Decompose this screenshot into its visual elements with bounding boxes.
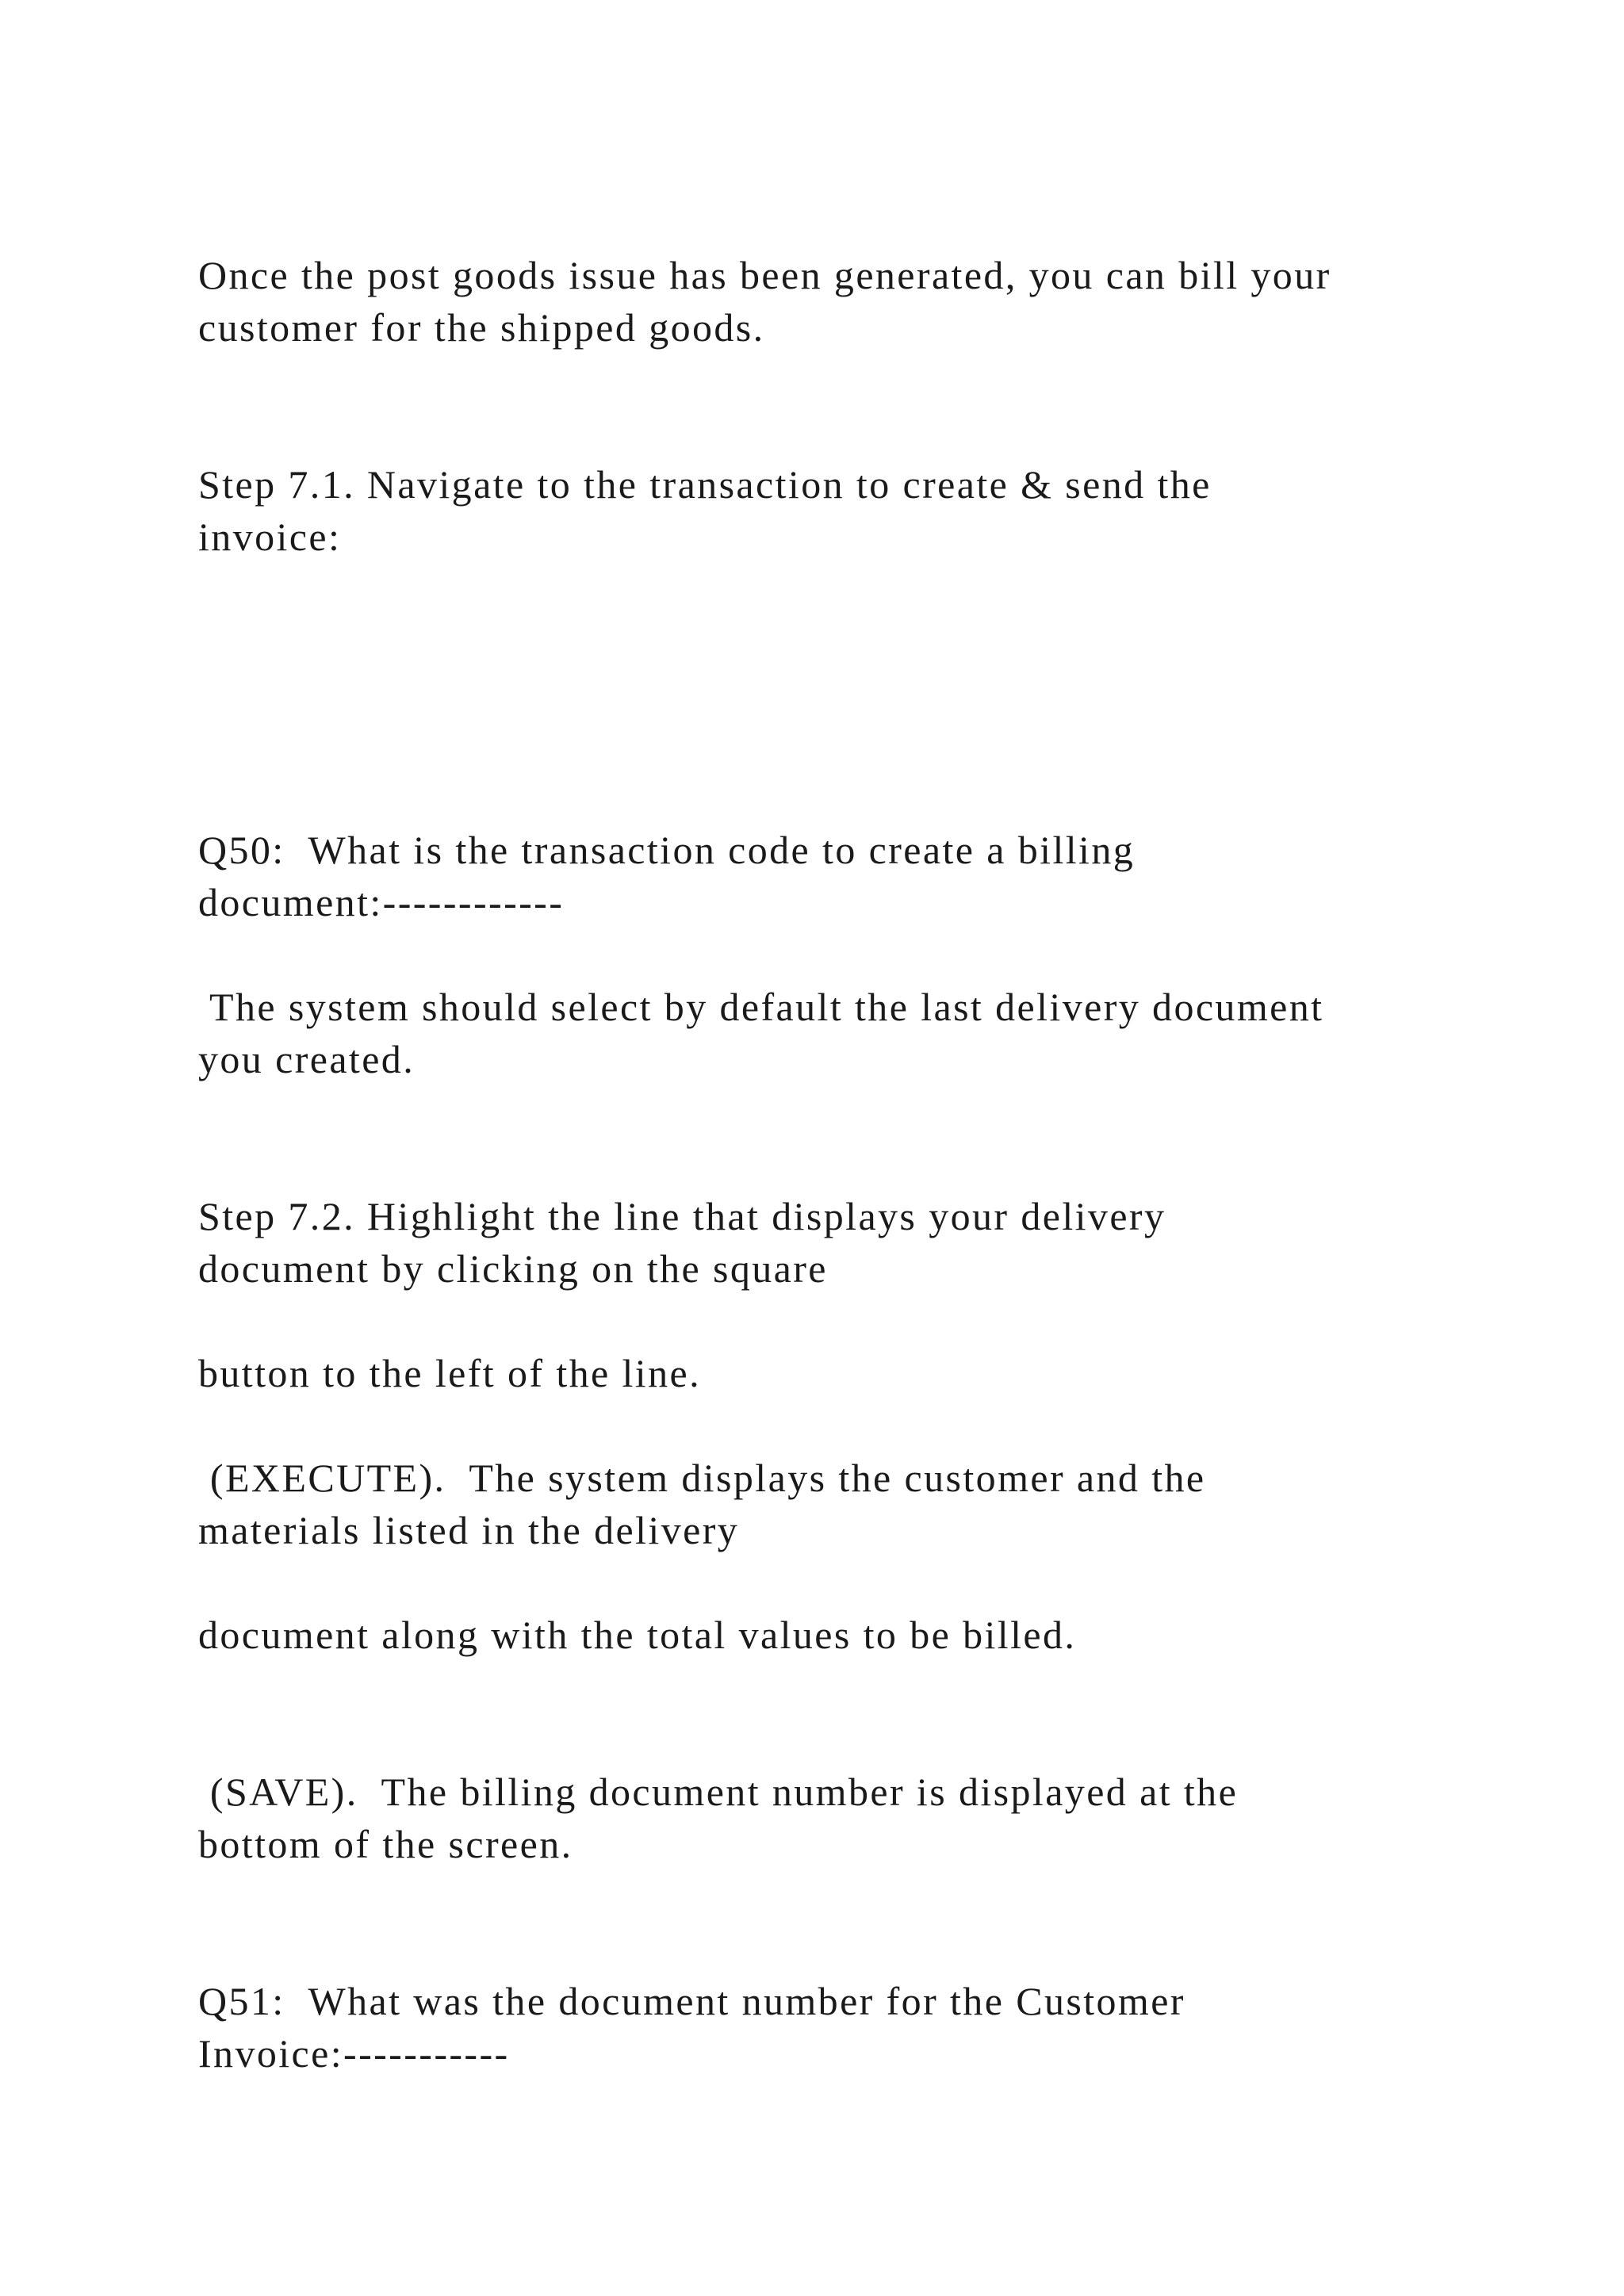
text-line: Once the post goods issue has been generated, you can bill your: [198, 253, 1331, 297]
step-7-2-paragraph: [198, 1190, 1507, 1295]
text-line: (EXECUTE). The system displays the customer and the: [198, 1456, 1206, 1500]
default-selection-paragraph: [198, 981, 1507, 1085]
intro-paragraph: [198, 249, 1507, 354]
question-q50: [198, 824, 1507, 928]
text-line: button to the left of the line.: [198, 1351, 701, 1395]
text-line: bottom of the screen.: [198, 1822, 573, 1866]
text-line: document along with the total values to be billed.: [198, 1613, 1077, 1657]
text-line: you created.: [198, 1037, 416, 1081]
execute-paragraph: [198, 1452, 1507, 1556]
text-line: materials listed in the delivery: [198, 1508, 740, 1552]
text-line: Step 7.2. Highlight the line that displays your delivery: [198, 1194, 1166, 1238]
text-line: Q51: What was the document number for the Customer: [198, 1979, 1185, 2023]
total-values-paragraph: [198, 1609, 1507, 1661]
question-q51: [198, 1975, 1507, 2080]
text-line: Q50: What is the transaction code to create a billing: [198, 828, 1136, 872]
text-line: (SAVE). The billing document number is displayed at the: [198, 1770, 1239, 1814]
text-line: Step 7.1. Navigate to the transaction to create & send the: [198, 462, 1212, 507]
button-left-paragraph: [198, 1347, 1507, 1399]
text-line: document:------------: [198, 880, 565, 924]
save-paragraph: [198, 1766, 1507, 1870]
text-line: customer for the shipped goods.: [198, 305, 765, 350]
text-line: Invoice:-----------: [198, 2031, 510, 2076]
text-line: document by clicking on the square: [198, 1246, 828, 1291]
text-line: invoice:: [198, 515, 342, 559]
text-line: The system should select by default the last delivery document: [198, 985, 1324, 1029]
step-7-1-paragraph: [198, 458, 1507, 563]
